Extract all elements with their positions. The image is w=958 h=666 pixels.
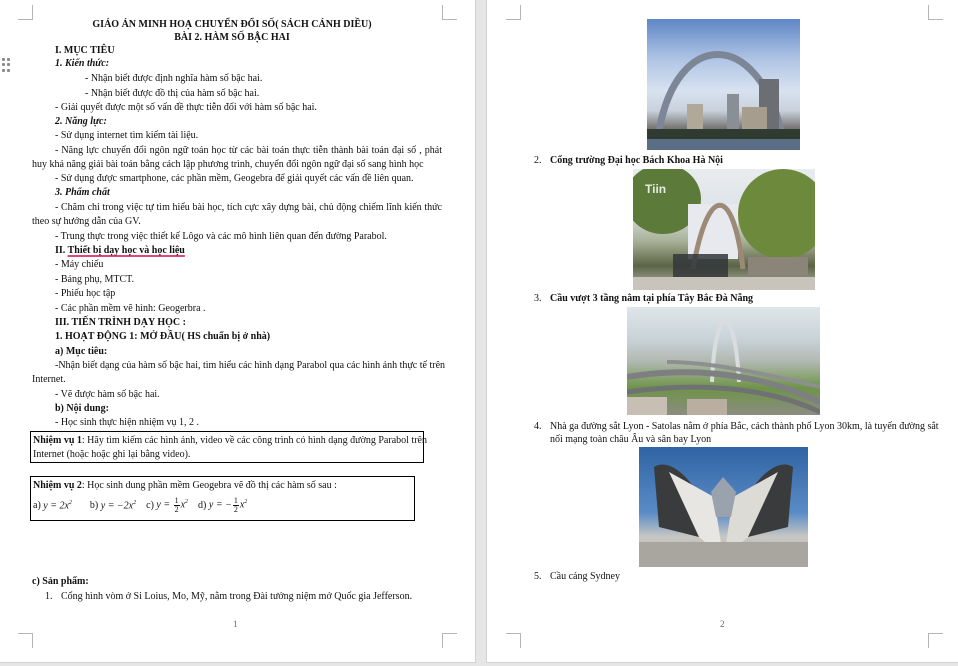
list-item: - Máy chiếu xyxy=(55,259,104,270)
document-title: GIÁO ÁN MINH HOẠ CHUYỂN ĐỔI SỐ( SÁCH CÁNH DIỀU) xyxy=(92,19,372,30)
station-illustration xyxy=(639,447,808,567)
task-1-text: Internet (hoặc hoặc ghi lại bằng video). xyxy=(33,449,191,460)
list-number: 4. xyxy=(534,421,542,432)
caption-4-continued: nối mạng toàn châu Âu và sân bay Lyon xyxy=(550,434,712,445)
margin-corner-mark xyxy=(18,633,33,648)
list-item: - Phiếu học tập xyxy=(55,288,116,299)
task-text: : Học sinh dung phần mềm Geogebra vẽ đồ thị các hàm số sau : xyxy=(81,480,337,491)
margin-corner-mark xyxy=(928,5,943,20)
margin-corner-mark xyxy=(442,5,457,20)
overpass-illustration xyxy=(627,307,820,415)
task-label: Nhiệm vụ 2 xyxy=(33,480,82,491)
list-item xyxy=(45,590,412,603)
formula-row xyxy=(33,495,247,515)
section-heading: I. MỤC TIÊU xyxy=(55,45,115,56)
image-da-nang-overpass[interactable] xyxy=(627,307,820,415)
list-number: 5. xyxy=(534,571,542,582)
section-title-spellcheck[interactable]: Thiết bị dạy học và học liệu xyxy=(67,245,185,256)
subheading: c) Sản phẩm: xyxy=(32,576,89,587)
subsection-heading: 2. Năng lực: xyxy=(55,116,107,127)
document-page-1 xyxy=(0,0,475,662)
margin-corner-mark xyxy=(506,5,521,20)
text-line: - Sử dụng internet tìm kiếm tài liệu. xyxy=(55,130,199,141)
list-number: 3. xyxy=(534,293,542,304)
task-2-text xyxy=(33,479,337,492)
subheading: b) Nội dung: xyxy=(55,403,109,414)
list-item: - Các phần mềm vẽ hình: Geogerbra . xyxy=(55,303,206,314)
text-line: - Chăm chỉ trong việc tự tìm hiểu bài học, tích cực xây dựng bài, chủ động chiếm lĩnh kiến thức xyxy=(55,202,442,213)
image-lyon-station[interactable] xyxy=(639,447,808,567)
text-line: - Nhận biết được đồ thị của hàm số bậc hai. xyxy=(85,88,260,99)
formula-d: y = − $\frac{1}{2}$ $x^2$ xyxy=(208,495,248,514)
task-2-box xyxy=(30,476,415,521)
caption-text: Cầu vượt 3 tầng nằm tại phía Tây Bắc Đà Nẵng xyxy=(550,293,754,304)
list-number: 2. xyxy=(534,155,542,166)
text-line: - Trung thực trong việc thiết kế Lôgo và các mô hình liên quan đến đường Parabol. xyxy=(55,231,387,242)
formula-label: d) xyxy=(198,499,207,511)
page-number: 1 xyxy=(233,619,238,629)
arch-illustration xyxy=(647,19,800,150)
text-line: - Nhận biết được định nghĩa hàm số bậc hai. xyxy=(85,73,263,84)
caption-2 xyxy=(534,154,723,167)
text-line: Internet. xyxy=(32,374,66,385)
text-line: theo sự hướng dẫn của GV. xyxy=(32,216,141,227)
list-text: Cổng hình vòm ở Si Loius, Mo, Mỹ, nằm trong Đài tưởng niệm mở Quốc gia Jefferson. xyxy=(61,591,413,602)
image-gateway-arch[interactable] xyxy=(647,19,800,150)
text-line: huy khả năng giải bài toán bằng cách lập phương trình, chuyển đổi ngôn ngữ đại số sang hình học xyxy=(32,159,424,170)
text-line: - Vẽ được hàm số bậc hai. xyxy=(55,389,160,400)
document-page-2 xyxy=(487,0,958,662)
lesson-title: BÀI 2. HÀM SỐ BẬC HAI xyxy=(174,32,290,43)
margin-corner-mark xyxy=(928,633,943,648)
list-number: 1. xyxy=(45,591,53,602)
activity-heading: 1. HOẠT ĐỘNG 1: MỞ ĐẦU( HS chuẩn bị ở nhà) xyxy=(55,331,271,342)
task-text: : Hãy tìm kiếm các hình ảnh, video về các công trình có hình dạng đường Parabol trên xyxy=(81,435,427,446)
text-line: - Sử dụng được smartphone, các phần mềm, Geogebra để giải quyết các vấn đề liên quan. xyxy=(55,173,414,184)
caption-3 xyxy=(534,292,753,305)
page-number: 2 xyxy=(720,619,725,629)
gate-illustration xyxy=(633,169,815,290)
formula-label: b) xyxy=(89,499,99,511)
subheading: a) Mục tiêu: xyxy=(55,346,108,357)
subsection-heading: 1. Kiến thức: xyxy=(55,58,110,69)
caption-text: Cầu cảng Sydney xyxy=(550,571,620,582)
section-number: II. xyxy=(55,245,68,256)
text-line: -Nhận biết dạng của hàm số bậc hai, tìm hiểu các hình dạng Parabol qua các hình ảnh thực tế trên xyxy=(55,360,446,371)
formula-b: $y = -2x^2$ xyxy=(100,500,137,512)
text-line: - Giải quyết được một số vấn đề thực tiễn đối với hàm số bậc hai. xyxy=(55,102,317,113)
task-1-box xyxy=(30,431,427,463)
task-label: Nhiệm vụ 1 xyxy=(33,435,82,446)
svg-text:Tiin: Tiin xyxy=(645,182,667,196)
caption-text: Cổng trường Đại học Bách Khoa Hà Nội xyxy=(550,155,723,166)
list-item: - Bảng phụ, MTCT. xyxy=(55,274,134,285)
section-heading xyxy=(55,244,185,257)
formula-c: y = $\frac{1}{2}$ $x^2$ xyxy=(156,495,189,514)
image-bach-khoa-gate[interactable] xyxy=(633,169,815,290)
subsection-heading: 3. Phẩm chất xyxy=(55,187,110,198)
margin-corner-mark xyxy=(442,633,457,648)
section-heading: III. TIẾN TRÌNH DẠY HỌC : xyxy=(55,317,186,328)
text-line: - Năng lực chuyển đổi ngôn ngữ toán học từ các bài toán thực tiễn thành bài toán đại số , phát xyxy=(55,145,442,156)
formula-a: $y = 2x^2$ xyxy=(43,500,72,512)
margin-corner-mark xyxy=(506,633,521,648)
margin-corner-mark xyxy=(18,5,33,20)
task-1-text xyxy=(33,434,427,447)
drag-handle-icon[interactable] xyxy=(2,58,12,72)
formula-label: a) xyxy=(33,499,41,511)
text-line: - Học sinh thực hiện nhiệm vụ 1, 2 . xyxy=(55,417,200,428)
formula-label: c) xyxy=(146,499,154,511)
caption-5 xyxy=(534,570,620,583)
caption-text: Nhà ga đường sắt Lyon - Satolas nằm ở phía Bắc, cách thành phố Lyon 30km, là tuyến đường sắt xyxy=(550,421,939,432)
caption-4 xyxy=(534,420,939,433)
